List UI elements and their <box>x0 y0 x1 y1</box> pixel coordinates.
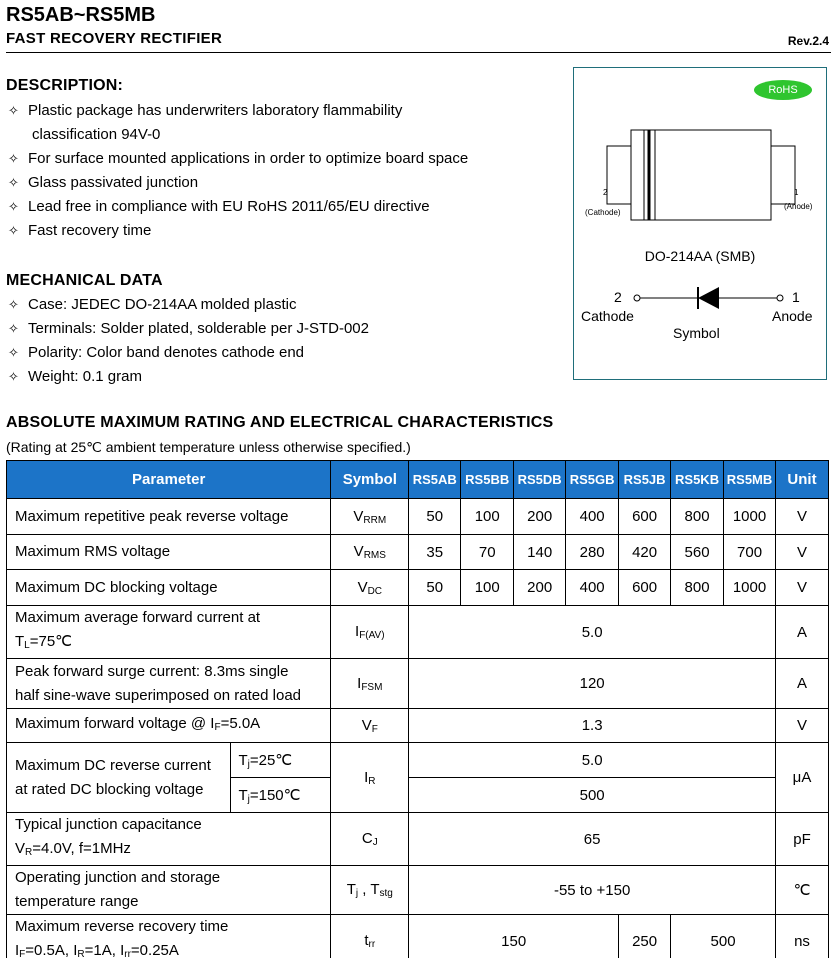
table-row: Operating junction and storage temperature range $T_j$ , $T_{stg}$ -55 to +150 ℃ <box>7 866 829 915</box>
ratings-note: (Rating at 25℃ ambient temperature unless otherwise specified.) <box>6 439 411 455</box>
col-header-part: RS5JB <box>619 461 671 499</box>
anode-lead <box>771 146 795 204</box>
table-row: Maximum forward voltage @ $I_F=5.0A$ $V_F$ 1.3 V <box>7 709 829 743</box>
diamond-bullet-icon: ✧ <box>8 298 19 313</box>
list-item: ✧ Weight: 0.1 gram <box>8 365 369 389</box>
list-item: classification 94V-0 <box>32 126 161 143</box>
title-divider <box>6 52 831 53</box>
diamond-bullet-icon: ✧ <box>8 346 19 361</box>
ratings-heading: ABSOLUTE MAXIMUM RATING AND ELECTRICAL CHARACTERISTICS <box>6 414 554 431</box>
anode-terminal-dot <box>777 295 783 301</box>
page-title: RS5AB~RS5MB <box>6 4 156 26</box>
diamond-bullet-icon: ✧ <box>8 322 19 337</box>
col-header-symbol: Symbol <box>331 461 409 499</box>
list-item: ✧ Polarity: Color band denotes cathode end <box>8 341 369 365</box>
table-header-row <box>7 461 829 499</box>
table-row: Maximum reverse recovery time $I_F=0.5A$, $I_R=1A$, $I_{rr}=0.25A$ $t_{rr}$ 150 250 500 ns <box>7 915 829 958</box>
mechanical-heading: MECHANICAL DATA <box>6 272 163 289</box>
list-item: ✧ Plastic package has underwriters laboratory flammability <box>8 99 468 123</box>
list-item: ✧ Fast recovery time <box>8 219 468 243</box>
table-row: Maximum average forward current at $T_L=75℃$ $I_{F(AV)}$ 5.0 A <box>7 606 829 659</box>
list-item: ✧ For surface mounted applications in order to optimize board space <box>8 147 468 171</box>
description-heading: DESCRIPTION: <box>6 77 124 94</box>
pin2-number: 2 <box>603 188 608 197</box>
diamond-bullet-icon: ✧ <box>8 152 19 167</box>
cathode-lead <box>607 146 631 204</box>
list-item: ✧ Case: JEDEC DO-214AA molded plastic <box>8 293 369 317</box>
col-header-parameter: Parameter <box>7 461 331 499</box>
pin1-number: 1 <box>794 188 799 197</box>
table-row: Maximum DC blocking voltage $V_{DC}$ 50 100 200 400 600 800 1000 V <box>7 570 829 606</box>
col-header-part: RS5MB <box>724 461 776 499</box>
symbol-anode-number: 1 <box>792 289 800 305</box>
table-row: Maximum DC reverse current at rated DC blocking voltage $T_j=25℃$ $I_R$ 5.0 μA <box>7 743 829 778</box>
package-body <box>631 130 771 220</box>
pin1-name: (Anode) <box>784 202 813 211</box>
table-row: Peak forward surge current: 8.3ms single half sine-wave superimposed on rated load $I_{FSM}$ 120 A <box>7 659 829 709</box>
col-header-part: RS5KB <box>671 461 724 499</box>
diamond-bullet-icon: ✧ <box>8 370 19 385</box>
col-header-part: RS5BB <box>461 461 514 499</box>
cathode-terminal-dot <box>634 295 640 301</box>
symbol-caption: Symbol <box>673 325 720 341</box>
table-row: Maximum repetitive peak reverse voltage $V_{RRM}$ 50 100 200 400 600 800 1000 V <box>7 499 829 535</box>
revision-label: Rev.2.4 <box>787 34 829 48</box>
table-row: Typical junction capacitance $V_R=4.0V$, f=1MHz $C_J$ 65 pF <box>7 813 829 866</box>
package-caption: DO-214AA (SMB) <box>644 248 756 264</box>
mechanical-list <box>8 293 369 389</box>
ratings-table <box>6 460 829 958</box>
diamond-bullet-icon: ✧ <box>8 200 19 215</box>
table-row: $T_j=150℃$ 500 <box>7 778 829 813</box>
col-header-unit: Unit <box>776 461 829 499</box>
table-row: Maximum RMS voltage $V_{RMS}$ 35 70 140 280 420 560 700 V <box>7 535 829 570</box>
rohs-badge: RoHS <box>754 80 812 100</box>
diode-triangle <box>698 287 719 309</box>
symbol-anode-label: Anode <box>772 308 813 324</box>
symbol-cathode-number: 2 <box>614 289 622 305</box>
diamond-bullet-icon: ✧ <box>8 104 19 119</box>
col-header-part: RS5GB <box>566 461 619 499</box>
diamond-bullet-icon: ✧ <box>8 224 19 239</box>
col-header-part: RS5AB <box>409 461 461 499</box>
pin2-name: (Cathode) <box>585 208 621 217</box>
col-header-part: RS5DB <box>514 461 566 499</box>
package-outline-panel <box>573 67 827 380</box>
diamond-bullet-icon: ✧ <box>8 176 19 191</box>
description-list <box>8 99 468 243</box>
page-subtitle: FAST RECOVERY RECTIFIER <box>6 30 223 47</box>
list-item: ✧ Lead free in compliance with EU RoHS 2011/65/EU directive <box>8 195 468 219</box>
list-item: ✧ Terminals: Solder plated, solderable per J-STD-002 <box>8 317 369 341</box>
symbol-cathode-label: Cathode <box>581 308 634 324</box>
list-item: ✧ Glass passivated junction <box>8 171 468 195</box>
